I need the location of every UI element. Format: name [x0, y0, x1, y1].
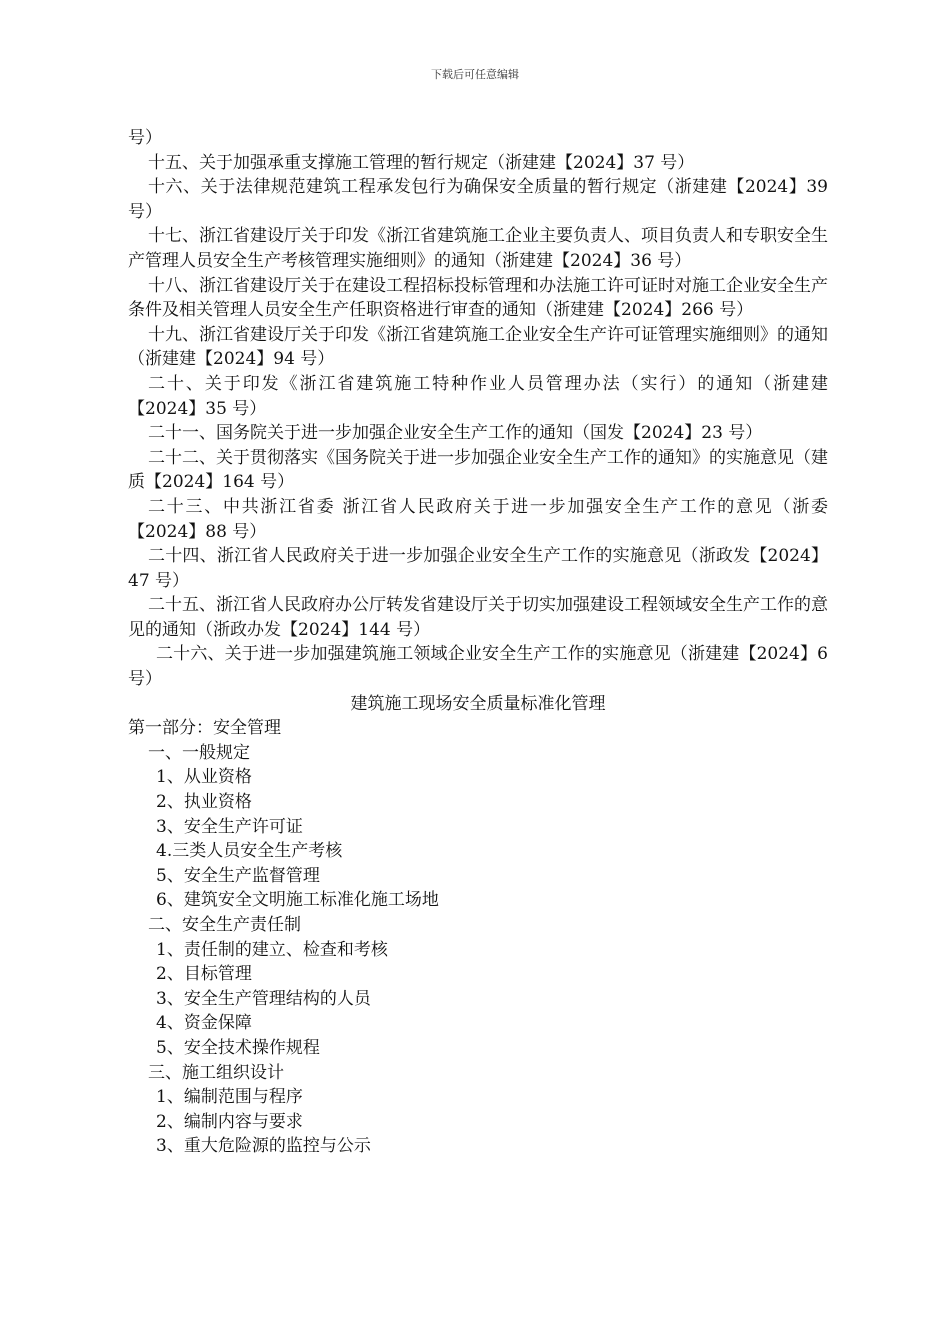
paragraph: 二十三、中共浙江省委 浙江省人民政府关于进一步加强安全生产工作的意见（浙委【2024】88 号） [128, 496, 828, 542]
paragraph: 十九、浙江省建设厅关于印发《浙江省建筑施工企业安全生产许可证管理实施细则》的通知（浙建建【2024】94 号） [128, 324, 828, 370]
paragraph: 1、编制范围与程序 [156, 1087, 303, 1108]
paragraph: 1、责任制的建立、检查和考核 [156, 939, 388, 960]
paragraph: 2、目标管理 [156, 964, 252, 985]
section-title: 建筑施工现场安全质量标准化管理 [350, 693, 606, 714]
paragraph: 十七、浙江省建设厅关于印发《浙江省建筑施工企业主要负责人、项目负责人和专职安全生产管理人员安全生产考核管理实施细则》的通知（浙建建【2024】36 号） [128, 226, 828, 271]
paragraph: 3、安全生产管理结构的人员 [156, 988, 371, 1009]
paragraph: 号） [128, 128, 162, 148]
paragraph: 二十五、浙江省人民政府办公厅转发省建设厅关于切实加强建设工程领域安全生产工作的意见的通知（浙政办发【2024】144 号） [128, 595, 828, 640]
paragraph: 二十四、浙江省人民政府关于进一步加强企业安全生产工作的实施意见（浙政发【2024】47 号） [128, 546, 828, 591]
paragraph: 十五、关于加强承重支撑施工管理的暂行规定（浙建建【2024】37 号） [148, 152, 695, 173]
paragraph: 5、安全技术操作规程 [156, 1037, 320, 1058]
paragraph: 一、一般规定 [148, 742, 250, 763]
paragraph: 3、重大危险源的监控与公示 [156, 1136, 371, 1157]
paragraph: 第一部分：安全管理 [128, 718, 281, 739]
paragraph: 3、安全生产许可证 [156, 816, 303, 837]
paragraph: 1、从业资格 [156, 767, 252, 788]
paragraph: 4.三类人员安全生产考核 [156, 841, 343, 862]
paragraph: 5、安全生产监督管理 [156, 865, 320, 886]
paragraph: 二十一、国务院关于进一步加强企业安全生产工作的通知（国发【2024】23 号） [148, 423, 763, 444]
paragraph: 二十二、关于贯彻落实《国务院关于进一步加强企业安全生产工作的通知》的实施意见（建质【2024】164 号） [128, 447, 828, 493]
paragraph: 二、安全生产责任制 [148, 915, 301, 935]
paragraph: 二十、关于印发《浙江省建筑施工特种作业人员管理办法（实行）的通知（浙建建【2024】35 号） [128, 373, 828, 419]
paragraph: 2、编制内容与要求 [156, 1111, 303, 1132]
paragraph: 十八、浙江省建设厅关于在建设工程招标投标管理和办法施工许可证时对施工企业安全生产条件及相关管理人员安全生产任职资格进行审查的通知（浙建建【2024】266 号） [128, 275, 828, 321]
paragraph: 二十六、关于进一步加强建筑施工领域企业安全生产工作的实施意见（浙建建【2024】6 号） [128, 644, 828, 690]
document-body [128, 126, 828, 1159]
paragraph: 4、资金保障 [156, 1013, 252, 1034]
paragraph: 三、施工组织设计 [148, 1062, 284, 1083]
page-header: 下载后可任意编辑 [431, 68, 519, 81]
paragraph: 2、执业资格 [156, 792, 252, 813]
paragraph: 十六、关于法律规范建筑工程承发包行为确保安全质量的暂行规定（浙建建【2024】39 号） [128, 177, 828, 222]
paragraph: 6、建筑安全文明施工标准化施工场地 [156, 890, 439, 911]
